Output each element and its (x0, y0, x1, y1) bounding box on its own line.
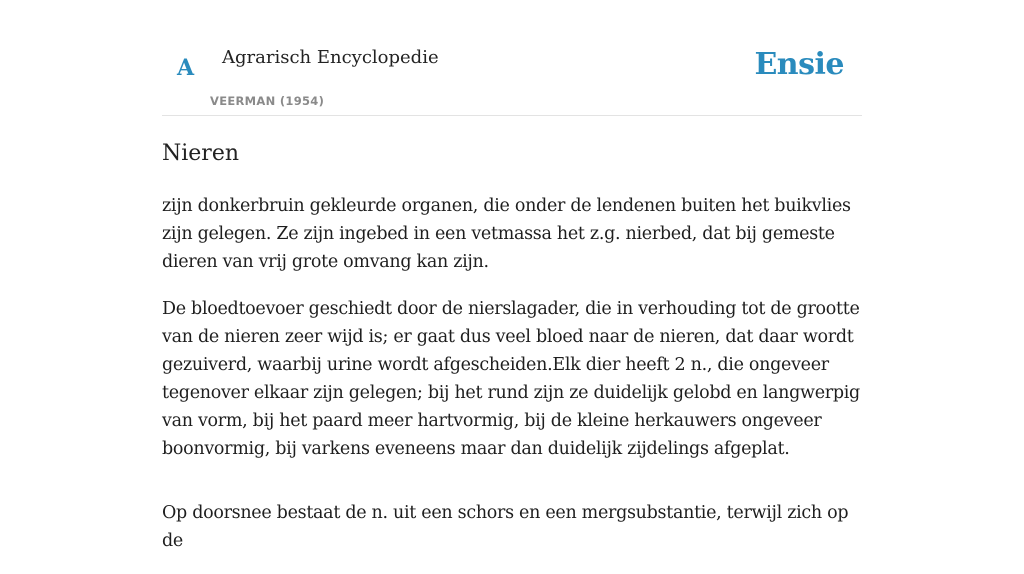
body-paragraph: De bloedtoevoer geschiedt door de nierslagader, die in verhouding tot de grootte van de nieren zeer wijd is; er gaat dus veel bloed naar de nieren, dat daar wordt gezuiverd, waarbij urine wordt afgescheiden.Elk dier heeft 2 n., die ongeveer tegenover elkaar zijn gelegen; bij het rund zijn ze duidelijk gelobd en langwerpig van vorm, bij het paard meer hartvormig, bij de kleine herkauwers ongeveer boonvormig, bij varkens eveneens maar dan duidelijk zijdelings afgeplat. (162, 299, 860, 459)
entry-body (162, 192, 862, 574)
source-author-year: VEERMAN (1954) (210, 94, 325, 108)
source-header (162, 0, 862, 116)
article-page (162, 0, 862, 551)
body-paragraph: Op doorsnee bestaat de n. uit een schors en een mergsubstantie, terwijl zich op de (162, 503, 849, 551)
letter-a-icon[interactable]: A (177, 55, 195, 81)
ensie-logo[interactable]: Ensie (754, 47, 844, 82)
source-title[interactable]: Agrarisch Encyclopedie (222, 47, 439, 68)
body-paragraph: zijn donkerbruin gekleurde organen, die onder de lendenen buiten het buikvlies zijn gelegen. Ze zijn ingebed in een vetmassa het z.g. nierbed, dat bij gemeste dieren van vrij grote omvang kan zijn. (162, 196, 851, 272)
entry-title: Nieren (162, 141, 240, 166)
